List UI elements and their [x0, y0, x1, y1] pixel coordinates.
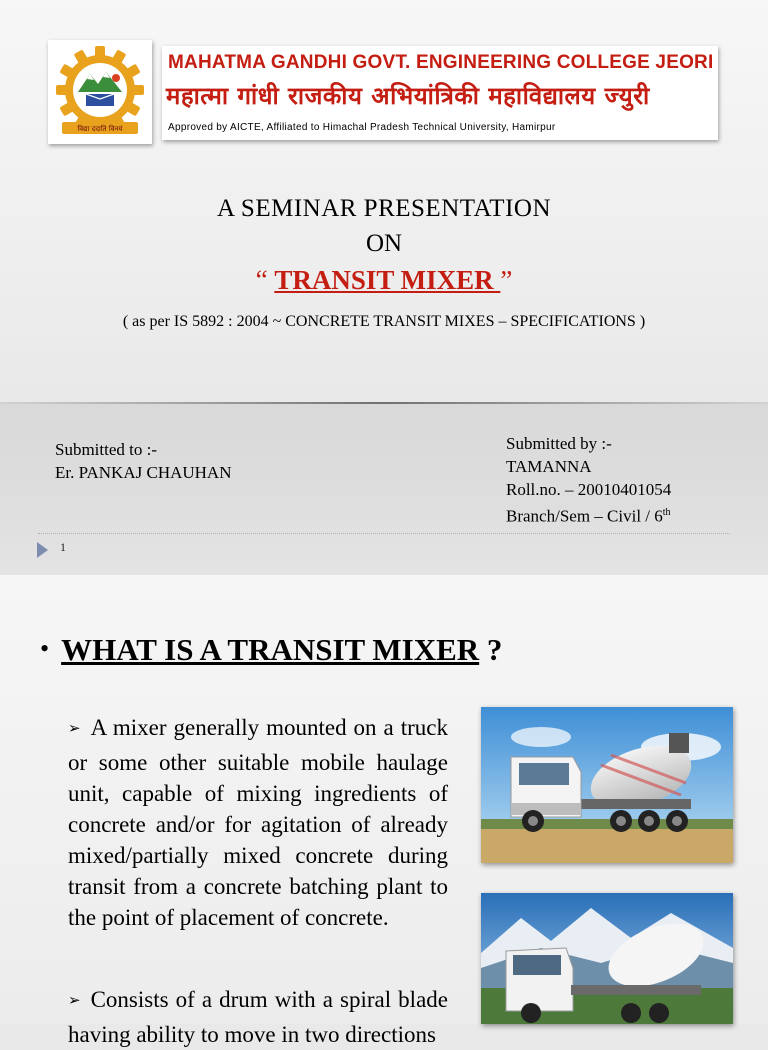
submitted-to [55, 438, 231, 484]
transit-mixer-photo-2 [481, 893, 733, 1024]
point-1-text: A mixer generally mounted on a truck or some other suitable mobile haulage unit, capable of mixing ingredients of concrete and/or for agitation of already mixed/partially mixed concrete during transit from a concrete batching plant to the point of placement of concrete. [68, 715, 448, 930]
submitted-to-name: Er. PANKAJ CHAUHAN [55, 463, 232, 482]
heading-suffix: ? [479, 632, 503, 667]
mixer-truck-image [481, 707, 733, 863]
dotted-divider [38, 533, 730, 534]
topic-title [0, 265, 768, 296]
college-name-english: MAHATMA GANDHI GOVT. ENGINEERING COLLEGE JEORI [168, 52, 714, 73]
content-slide [0, 575, 768, 1047]
heading-seminar: A SEMINAR PRESENTATION [216, 195, 552, 222]
submitted-by-label: Submitted by :- [506, 434, 612, 453]
slide-heading [40, 632, 502, 668]
transit-mixer-photo-1 [481, 707, 733, 863]
submitted-to-label: Submitted to :- [55, 440, 157, 459]
quote-close: ” [500, 265, 513, 295]
heading-on: ON [365, 230, 403, 257]
college-logo [48, 40, 152, 144]
college-approval-note: Approved by AICTE, Affiliated to Himachal Pradesh Technical University, Hamirpur [168, 122, 556, 133]
arrow-bullet-icon: ➢ [68, 721, 81, 737]
topic-text: TRANSIT MIXER [274, 265, 501, 295]
college-title-box [162, 46, 718, 140]
submitted-by [506, 432, 671, 528]
point-1 [68, 712, 448, 933]
submitted-by-name: TAMANNA [506, 457, 592, 476]
bullet-icon: • [40, 634, 50, 663]
branch-sem: Branch/Sem – Civil / 6th [506, 506, 671, 526]
standard-note: ( as per IS 5892 : 2004 ~ CONCRETE TRANSIT MIXES – SPECIFICATIONS ) [122, 313, 646, 330]
college-name-hindi: महात्मा गांधी राजकीय अभियांत्रिकी महाविद्यालय ज्युरी [166, 82, 650, 110]
college-banner [48, 40, 720, 144]
quote-open: “ [255, 265, 275, 295]
logo-motto: विद्या ददाति विनयं [77, 125, 123, 133]
page-arrow-icon [37, 542, 48, 558]
arrow-bullet-icon: ➢ [68, 993, 81, 1009]
point-2-text: Consists of a drum with a spiral blade having ability to move in two directions [68, 987, 448, 1047]
point-2 [68, 984, 448, 1050]
mixer-truck-mountains-image [481, 893, 733, 1024]
college-emblem-gear-icon [48, 40, 152, 144]
roll-number: Roll.no. – 20010401054 [506, 480, 672, 499]
heading-text: WHAT IS A TRANSIT MIXER [61, 632, 480, 667]
page-number: 1 [60, 540, 66, 554]
